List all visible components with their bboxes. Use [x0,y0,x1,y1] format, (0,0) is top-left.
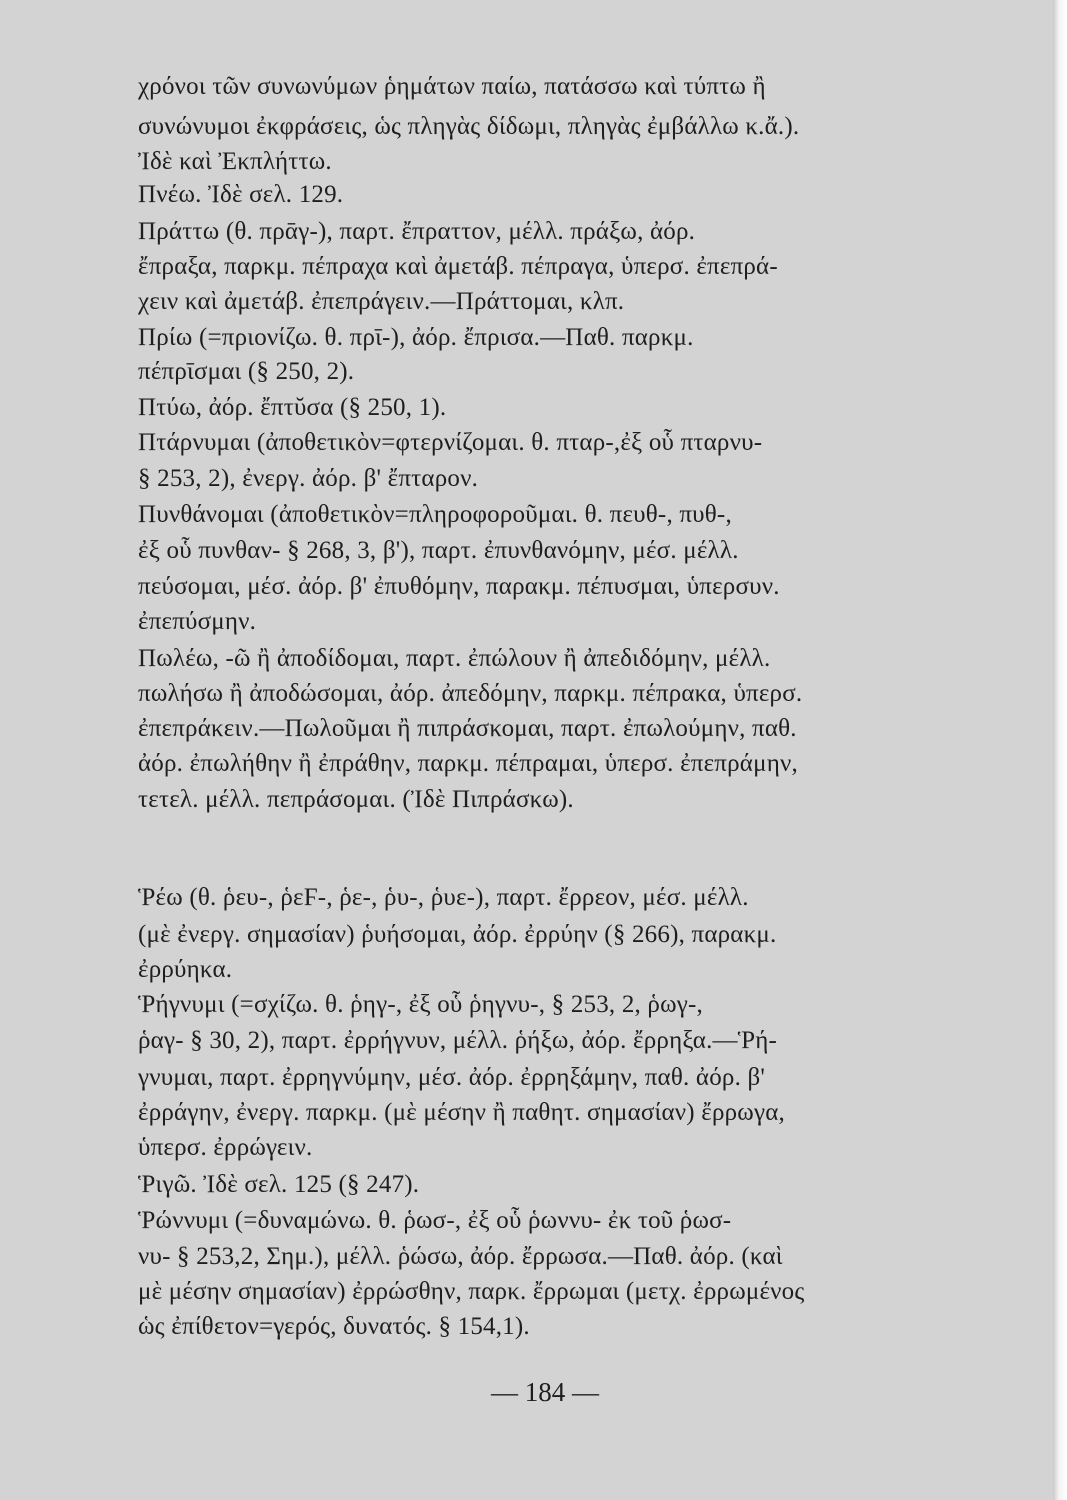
text-line: (μὲ ἐνεργ. σημασίαν) ῥυήσομαι, ἀόρ. ἐρρύην (§ 266), παρακμ. [138,921,777,948]
entry-pynthanomai: Πυνθάνομαι (ἀποθετικὸν=πληροφοροῦμαι. θ. πευθ-, πυθ-, [138,501,732,528]
text-line: τετελ. μέλλ. πεπράσομαι. (Ἰδὲ Πιπράσκω). [138,786,574,813]
text-line: πέπρῑσμαι (§ 250, 2). [138,358,355,385]
entry-ptarnymai: Πτάρνυμαι (ἀποθετικὸν=φτερνίζομαι. θ. πταρ-,ἐξ οὗ πταρνυ- [138,429,763,456]
text-line: γνυμαι, παρτ. ἐρρηγνύμην, μέσ. ἀόρ. ἐρρηξάμην, παθ. ἀόρ. β' [138,1064,766,1091]
text-line: χρόνοι τῶν συνωνύμων ῥημάτων παίω, πατάσσω καὶ τύπτω ἢ [138,73,766,100]
page-edge [1053,0,1067,1500]
text-line: ὡς ἐπίθετον=γερός, δυνατός. § 154,1). [138,1313,530,1340]
text-line: πεύσομαι, μέσ. ἀόρ. β' ἐπυθόμην, παρακμ. πέπυσμαι, ὑπερσυν. [138,573,780,600]
entry-poleo: Πωλέω, -ῶ ἢ ἀποδίδομαι, παρτ. ἐπώλουν ἢ ἀπεδιδόμην, μέλλ. [138,645,771,672]
text-line: νυ- § 253,2, Σημ.), μέλλ. ῥώσω, ἀόρ. ἔρρωσα.—Παθ. ἀόρ. (καὶ [138,1243,783,1270]
text-line: ῥαγ- § 30, 2), παρτ. ἐρρήγνυν, μέλλ. ῥήξω, ἀόρ. ἔρρηξα.—Ῥή- [138,1027,778,1054]
text-line: ἀόρ. ἐπωλήθην ἢ ἐπράθην, παρκμ. πέπραμαι, ὑπερσ. ἐπεπράμην, [138,750,798,777]
entry-ptyo: Πτύω, ἀόρ. ἔπτῠσα (§ 250, 1). [138,394,447,421]
entry-pneo: Πνέω. Ἰδὲ σελ. 129. [138,181,344,208]
text-line: ὑπερσ. ἐρρώγειν. [138,1134,313,1161]
text-line: ἐπεπύσμην. [138,608,257,635]
text-line: πωλήσω ἢ ἀποδώσομαι, ἀόρ. ἀπεδόμην, παρκμ. πέπρακα, ὑπερσ. [138,680,803,707]
text-line: χειν καὶ ἀμετάβ. ἐπεπράγειν.—Πράττομαι, κλπ. [138,288,625,315]
text-line: ἔπραξα, παρκμ. πέπραχα καὶ ἀμετάβ. πέπραγα, ὑπερσ. ἐπεπρά- [138,253,778,280]
entry-regnymi: Ῥήγνυμι (=σχίζω. θ. ῥηγ-, ἐξ οὗ ῥηγνυ-, § 253, 2, ῥωγ-, [138,991,703,1018]
text-line: ἐξ οὗ πυνθαν- § 268, 3, β'), παρτ. ἐπυνθανόμην, μέσ. μέλλ. [138,537,739,564]
entry-reo: Ῥέω (θ. ῥευ-, ῥεϜ-, ῥε-, ῥυ-, ῥυε-), παρτ. ἔρρεον, μέσ. μέλλ. [138,884,749,911]
text-line: συνώνυμοι ἐκφράσεις, ὡς πληγὰς δίδωμι, πληγὰς ἐμβάλλω κ.ἄ.). [138,113,800,140]
entry-ronnymi: Ῥώννυμι (=δυναμώνω. θ. ῥωσ-, ἐξ οὗ ῥωννυ- ἐκ τοῦ ῥωσ- [138,1207,732,1234]
entry-rigo: Ῥιγῶ. Ἰδὲ σελ. 125 (§ 247). [138,1171,420,1198]
entry-pratto: Πράττω (θ. πρᾱγ-), παρτ. ἔπραττον, μέλλ. πράξω, ἀόρ. [138,218,696,245]
entry-prio: Πρίω (=πριονίζω. θ. πρῑ-), ἀόρ. ἔπρισα.—Παθ. παρκμ. [138,324,694,351]
text-line: Ἰδὲ καὶ Ἐκπλήττω. [138,148,332,175]
text-line: ἐρρύηκα. [138,956,233,983]
text-line: ἐπεπράκειν.—Πωλοῦμαι ἢ πιπράσκομαι, παρτ. ἐπωλούμην, παθ. [138,715,797,742]
page-number: — 184 — [491,1377,599,1407]
text-line: § 253, 2), ἐνεργ. ἀόρ. β' ἔπταρον. [138,465,479,492]
text-line: ἐρράγην, ἐνεργ. παρκμ. (μὲ μέσην ἢ παθητ. σημασίαν) ἔρρωγα, [138,1099,785,1126]
text-line: μὲ μέσην σημασίαν) ἐρρώσθην, παρκ. ἔρρωμαι (μετχ. ἐρρωμένος [138,1278,805,1305]
